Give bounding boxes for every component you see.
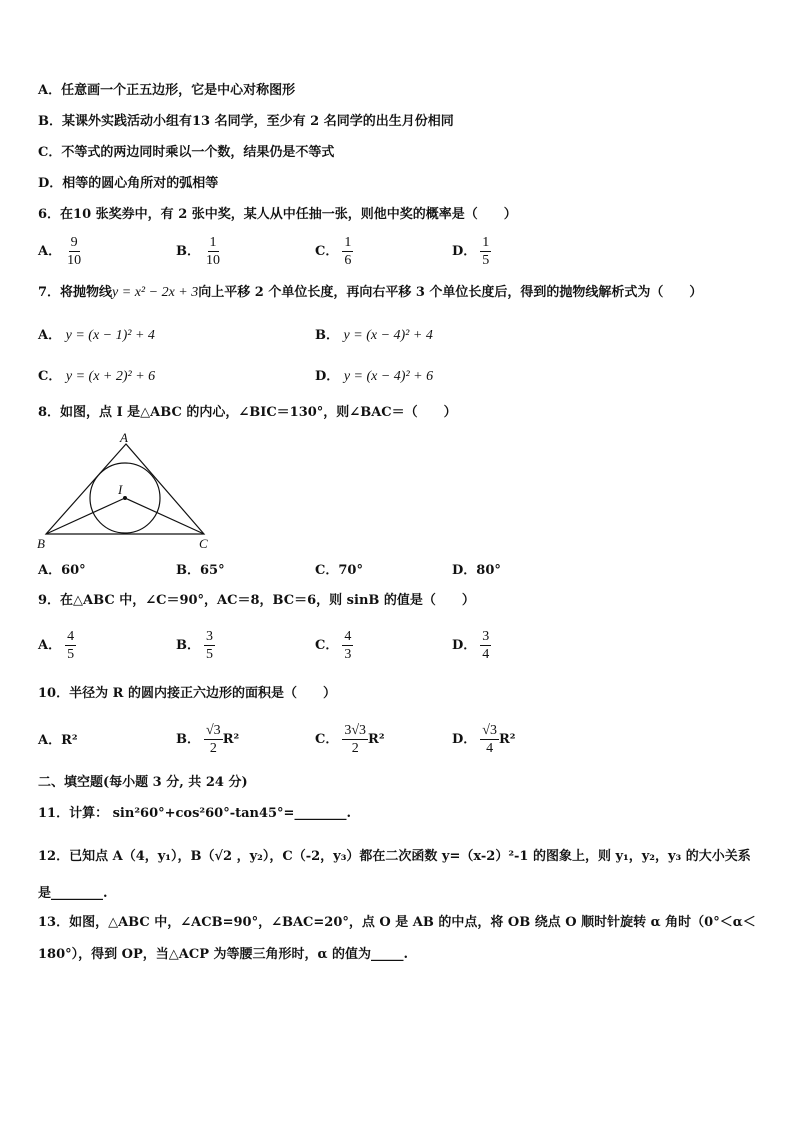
label-b: B: [37, 536, 45, 551]
label-i: I: [118, 482, 123, 497]
q9-option-d: D． $\frac{3}{4}$: [452, 629, 490, 662]
q10-option-d: D． $\frac{√3}{4}$ R²: [452, 723, 516, 756]
q9-option-a: A． $\frac{4}{5}$: [38, 629, 75, 662]
q8-option-b: B．65°: [176, 563, 225, 578]
q8-triangle-figure: [36, 430, 216, 552]
q5-option-a: A．任意画一个正五边形，它是中心对称图形: [38, 83, 296, 98]
q11-stem: 11．计算： sin²60°+cos²60°-tan45°=________.: [38, 806, 351, 821]
label-c: C: [199, 536, 208, 551]
segment-ci: [125, 498, 204, 534]
q6-option-d: D． $\frac{1}{5}$: [452, 235, 490, 268]
q10-option-c: C． $\frac{3√3}{2}$ R²: [315, 723, 385, 756]
q9-option-b: B． $\frac{3}{5}$: [176, 629, 213, 662]
section-heading-fill-in: 二、填空题(每小题 3 分, 共 24 分): [38, 775, 248, 790]
q6-option-b: B． $\frac{1}{10}$: [176, 235, 220, 268]
q5-option-c: C．不等式的两边同时乘以一个数，结果仍是不等式: [38, 145, 335, 160]
q8-option-c: C．70°: [315, 563, 363, 578]
q6-option-a: A． $\frac{9}{10}$: [38, 235, 82, 268]
q13-stem-line2: 180°），得到 OP，当△ACP 为等腰三角形时，α 的值为_____.: [38, 947, 409, 962]
q10-option-b: B． $\frac{√3}{2}$ R²: [176, 723, 240, 756]
incenter-point: [123, 496, 127, 500]
q7-option-a: A． y = (x − 1)² + 4: [38, 328, 155, 343]
q8-option-a: A．60°: [38, 563, 86, 578]
q9-option-c: C． $\frac{4}{3}$: [315, 629, 352, 662]
q7-option-c: C． y = (x + 2)² + 6: [38, 369, 156, 384]
q5-option-d: D．相等的圆心角所对的弧相等: [38, 176, 219, 191]
q9-stem: 9．在△ABC 中，∠C＝90°，AC＝8，BC＝6，则 sinB 的值是（ ）: [38, 593, 475, 608]
q7-stem: 7．将抛物线y = x² − 2x + 3向上平移 2 个单位长度，再向右平移 3 个单位长度后，得到的抛物线解析式为（ ）: [38, 285, 703, 300]
segment-bi: [46, 498, 125, 534]
q6-option-c: C． $\frac{1}{6}$: [315, 235, 352, 268]
q8-option-d: D．80°: [452, 563, 501, 578]
triangle-abc: [46, 444, 204, 534]
q5-option-b: B．某课外实践活动小组有13 名同学，至少有 2 名同学的出生月份相同: [38, 114, 454, 129]
q7-option-d: D． y = (x − 4)² + 6: [315, 369, 434, 384]
q10-option-a: A．R²: [38, 733, 78, 748]
q12-stem-line1: 12．已知点 A（4，y₁），B（√2 ，y₂），C（-2，y₃）都在二次函数 y=（x-2）²-1 的图象上，则 y₁，y₂，y₃ 的大小关系: [38, 849, 751, 864]
q10-stem: 10．半径为 R 的圆内接正六边形的面积是（ ）: [38, 686, 336, 701]
q6-stem: 6．在10 张奖券中，有 2 张中奖，某人从中任抽一张，则他中奖的概率是（ ）: [38, 207, 517, 222]
q13-stem-line1: 13．如图，△ABC 中，∠ACB=90°，∠BAC=20°，点 O 是 AB 的中点，将 OB 绕点 O 顺时针旋转 α 角时（0°＜α＜: [38, 915, 756, 930]
q12-stem-line2: 是________.: [38, 886, 108, 901]
label-a: A: [120, 430, 128, 445]
q7-option-b: B． y = (x − 4)² + 4: [315, 328, 433, 343]
q8-stem: 8．如图，点 I 是△ABC 的内心，∠BIC＝130°，则∠BAC＝（ ）: [38, 405, 457, 420]
